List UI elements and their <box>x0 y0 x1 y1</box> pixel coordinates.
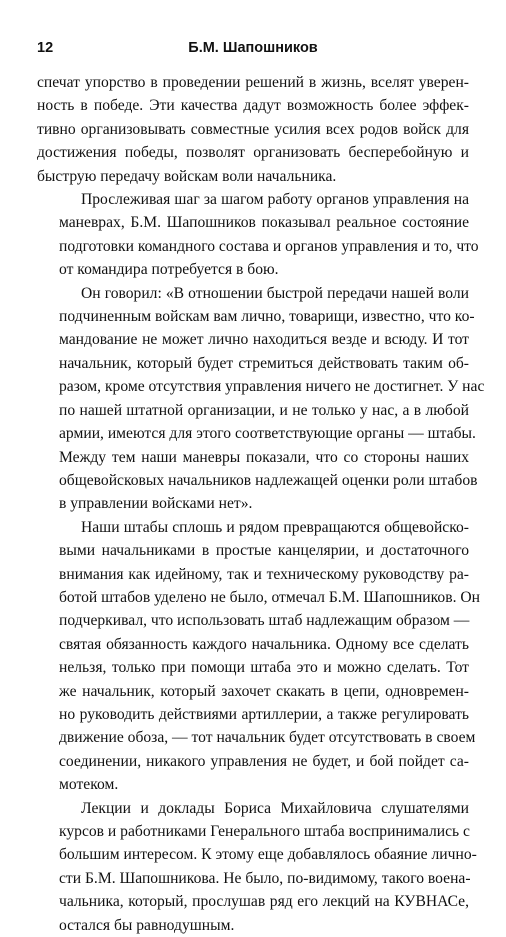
paragraph <box>37 282 485 516</box>
paragraph <box>37 188 479 282</box>
text-line: достижения победы, позволят организовать бесперебойную и <box>37 144 469 162</box>
text-line: большим интересом. К этому еще добавлялось обаяние лично- <box>59 846 477 864</box>
text-line: разом, кроме отсутствия управления ничего не достигнет. У нас <box>59 378 485 396</box>
text-line: Он говорил: «В отношении быстрой передачи нашей воли <box>81 284 469 302</box>
text-line: мандование не может лично находиться везде и всюду. И тот <box>59 331 469 349</box>
text-line: подчеркивал, что использовать штаб надлежащим образом — <box>59 612 470 630</box>
text-line: но руководить действиями артиллерии, а также регулировать <box>59 705 469 723</box>
text-line: Лекции и доклады Бориса Михайловича слушателями <box>81 799 469 817</box>
text-line: общевойсковых начальников надлежащей оценки роли штабов <box>59 471 478 489</box>
text-line: маневрах, Б.М. Шапошников показывал реальное состояние <box>59 214 469 232</box>
text-line: же начальник, который захочет скакать в цепи, одновремен- <box>59 682 469 700</box>
text-line: движение обоза, — тот начальник будет отсутствовать в своем <box>59 729 476 747</box>
text-line: выми начальниками в простые канцелярии, и достаточного <box>59 542 469 560</box>
text-line: тивно организовывать совместные усилия всех родов войск для <box>37 120 469 138</box>
text-line: по нашей штатной организации, и не только у нас, а в любой <box>59 401 469 419</box>
paragraph <box>37 516 480 797</box>
paragraph <box>37 797 477 937</box>
page-header <box>37 40 469 62</box>
text-line: Между тем наши маневры показали, что со стороны наших <box>59 448 469 466</box>
text-line: быструю передачу войскам воли начальника. <box>37 167 337 185</box>
text-line: армии, имеются для этого соответствующие органы — штабы. <box>59 425 476 443</box>
text-line: святая обязанность каждого начальника. Одному все сделать <box>59 635 469 653</box>
body-text <box>37 71 485 937</box>
paragraph <box>37 71 469 188</box>
text-line: мотеком. <box>59 776 119 794</box>
text-line: Прослеживая шаг за шагом работу органов управления на <box>81 191 469 209</box>
text-line: в управлении войсками нет». <box>59 495 253 513</box>
text-line: сти Б.М. Шапошникова. Не было, по-видимому, такого воена- <box>59 869 471 887</box>
running-head: Б.М. Шапошников <box>188 40 318 56</box>
text-line: соединении, никакого управления не будет, и бой пойдет са- <box>59 752 469 770</box>
text-line: подчиненным войскам вам лично, товарищи, известно, что ко- <box>59 308 475 326</box>
text-line: Наши штабы сплошь и рядом превращаются общевойско- <box>81 518 469 536</box>
text-line: ность в победе. Эти качества дадут возможность более эффек- <box>37 97 469 115</box>
text-line: от командира потребуется в бою. <box>59 261 279 279</box>
text-line: остался бы равнодушным. <box>59 916 235 934</box>
text-line: внимания как идейному, так и техническому руководству ра- <box>59 565 469 583</box>
text-line: ботой штабов уделено не было, отмечал Б.М. Шапошников. Он <box>59 588 480 606</box>
page-number: 12 <box>37 40 54 56</box>
text-line: начальник, который будет стремиться действовать таким об- <box>59 354 469 372</box>
text-line: курсов и работниками Генерального штаба воспринимались с <box>59 823 470 840</box>
text-line: нельзя, только при помощи штаба это и можно сделать. Тот <box>59 659 469 677</box>
text-line: подготовки командного состава и органов управления и то, что <box>59 237 479 255</box>
text-line: спечат упорство в проведении решений в жизнь, вселят уверен- <box>37 74 469 91</box>
text-line: чальника, который, прослушав ряд его лекций на КУВНАСе, <box>59 893 469 911</box>
